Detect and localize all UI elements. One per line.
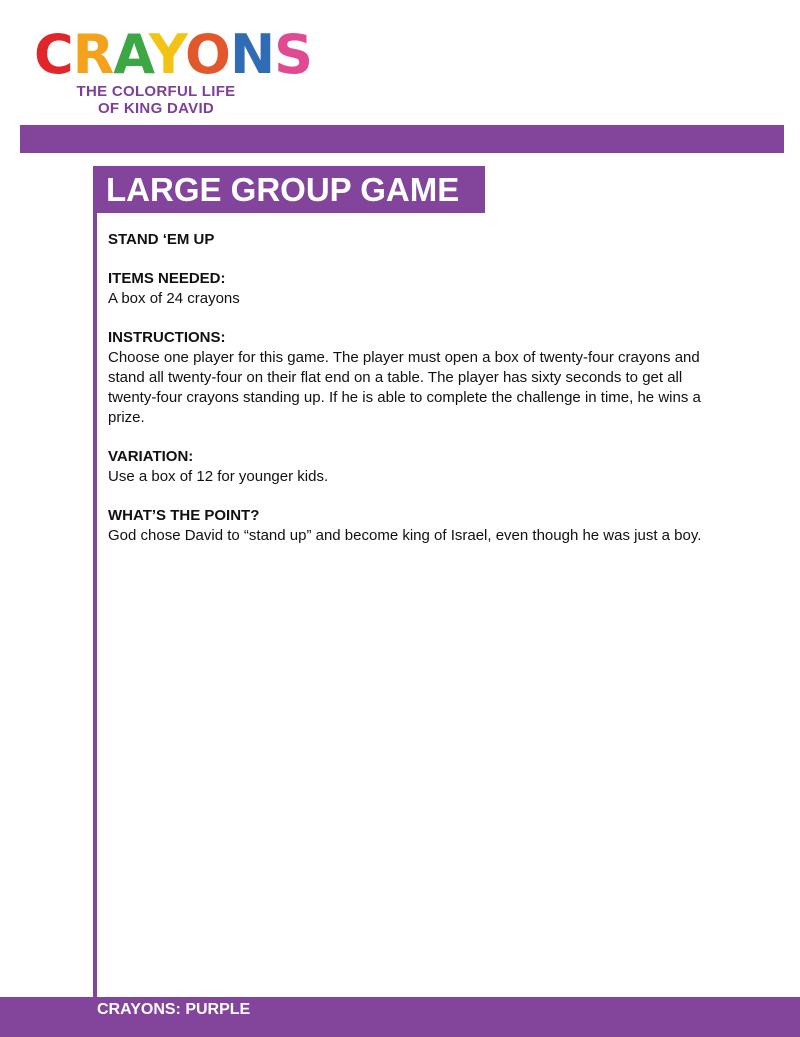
- variation-block: [108, 447, 718, 487]
- point-block: [108, 506, 718, 546]
- game-content: [108, 230, 718, 565]
- header-band: [20, 125, 784, 153]
- logo-subtitle-line-2: OF KING DAVID: [97, 100, 215, 117]
- point-text: God chose David to “stand up” and become king of Israel, even though he was just a boy.: [108, 527, 702, 544]
- section-heading: LARGE GROUP GAME: [93, 166, 485, 213]
- game-title-block: [108, 230, 718, 250]
- logo-letter-s: S: [274, 23, 313, 86]
- instructions-label: INSTRUCTIONS:: [108, 329, 226, 346]
- items-needed-text: A box of 24 crayons: [108, 290, 240, 307]
- instructions-text: Choose one player for this game. The player must open a box of twenty-four crayons and stand all twenty-four on their flat end on a table. The player has sixty seconds to get all twenty-four crayons standing up. If he is able to complete the challenge in time, he wins a prize.: [108, 349, 701, 426]
- variation-label: VARIATION:: [108, 448, 194, 465]
- game-title: STAND ‘EM UP: [108, 231, 215, 248]
- logo-letter-n: N: [229, 23, 275, 86]
- logo-letter-o: O: [185, 23, 230, 86]
- items-needed-label: ITEMS NEEDED:: [108, 270, 226, 287]
- crayons-logo: [34, 23, 313, 118]
- point-label: WHAT’S THE POINT?: [108, 507, 260, 524]
- logo-letter-r: R: [72, 23, 114, 86]
- items-needed-block: [108, 269, 718, 309]
- logo-letter-c: C: [34, 23, 73, 86]
- variation-text: Use a box of 12 for younger kids.: [108, 468, 329, 485]
- logo-letter-a: A: [113, 23, 149, 86]
- logo-subtitle: [36, 83, 276, 117]
- instructions-block: [108, 328, 718, 428]
- side-rule: [93, 166, 97, 998]
- footer-label: CRAYONS: PURPLE: [97, 1001, 251, 1018]
- logo-letter-y: Y: [148, 23, 186, 86]
- logo-wordmark: [34, 23, 313, 86]
- logo-subtitle-line-1: THE COLORFUL LIFE: [76, 83, 236, 100]
